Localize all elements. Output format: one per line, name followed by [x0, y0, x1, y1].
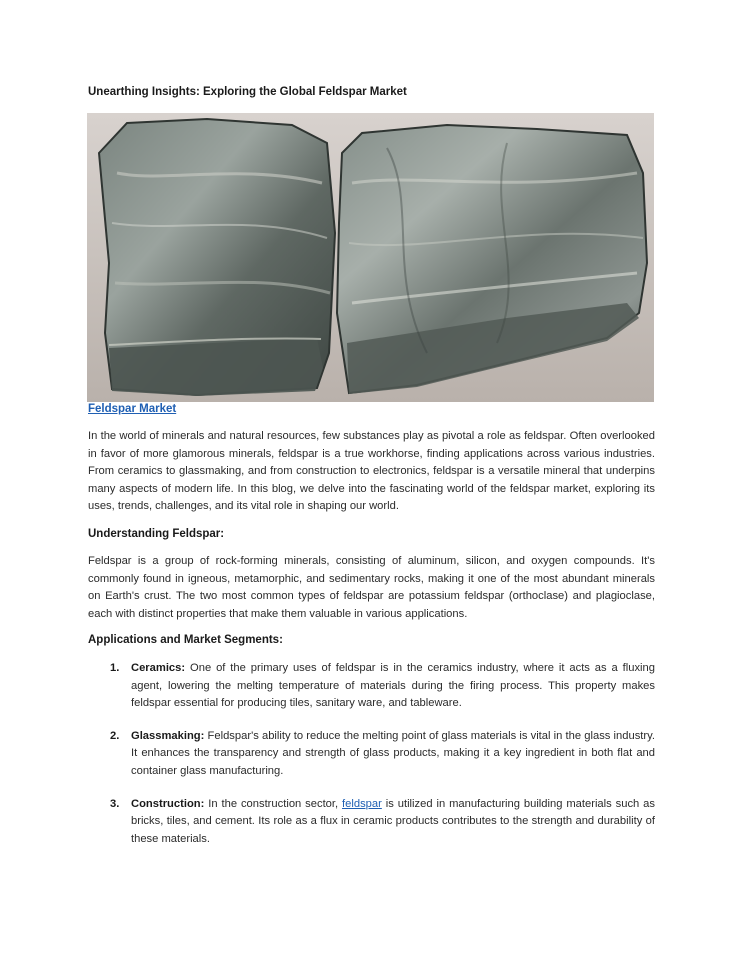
- list-number: 1.: [110, 662, 120, 674]
- item-text-after: is utilized in manufacturing building materials such as bricks, tiles, and cement. Its role as a flux in ceramic products contributes to the strength and durability of these materials.: [131, 797, 655, 845]
- feldspar-link[interactable]: feldspar: [342, 797, 382, 810]
- item-text: Feldspar's ability to reduce the melting point of glass materials is vital in the glass industry. It enhances the transparency and strength of glass products, making it a key ingredient in both flat and container glass manufacturing.: [131, 729, 655, 777]
- feldspar-market-link[interactable]: Feldspar Market: [88, 403, 177, 415]
- applications-list: [88, 660, 655, 863]
- list-number: 3.: [110, 797, 120, 810]
- intro-paragraph: In the world of minerals and natural resources, few substances play as pivotal a role as feldspar. Often overlooked in favor of more glamorous minerals, feldspar is a true workhorse, finding applications across various industries. From ceramics to glassmaking, and from construction to electronics, feldspar is a versatile mineral that underpins many aspects of modern life. In this blog, we delve into the fascinating world of the feldspar market, exploring its uses, trends, challenges, and its vital role in shaping our world.: [88, 430, 655, 513]
- page-title: Unearthing Insights: Exploring the Global Feldspar Market: [88, 86, 407, 98]
- item-label: Glassmaking:: [131, 729, 205, 742]
- list-item: [88, 660, 655, 713]
- item-label: Construction:: [131, 797, 205, 810]
- list-item: [88, 796, 655, 849]
- item-label: Ceramics:: [131, 662, 186, 674]
- caption: [88, 403, 176, 415]
- section-heading-applications: Applications and Market Segments:: [88, 634, 283, 646]
- item-text-before: In the construction sector,: [208, 797, 339, 810]
- item-text: One of the primary uses of feldspar is in the ceramics industry, where it acts as a fluxing agent, lowering the melting temperature of materials during the firing process. This property makes feldspar essential for producing tiles, sanitary ware, and tableware.: [131, 662, 655, 710]
- list-number: 2.: [110, 729, 120, 742]
- understanding-paragraph: Feldspar is a group of rock-forming minerals, consisting of aluminum, silicon, and oxygen compounds. It's commonly found in igneous, metamorphic, and sedimentary rocks, making it one of the most abundant minerals on Earth's crust. The two most common types of feldspar are potassium feldspar (orthoclase) and plagioclase, each with distinct properties that make them valuable in various applications.: [88, 555, 655, 620]
- list-item: [88, 728, 655, 781]
- section-heading-understanding: Understanding Feldspar:: [88, 528, 225, 540]
- feldspar-rock-photo: [87, 113, 654, 402]
